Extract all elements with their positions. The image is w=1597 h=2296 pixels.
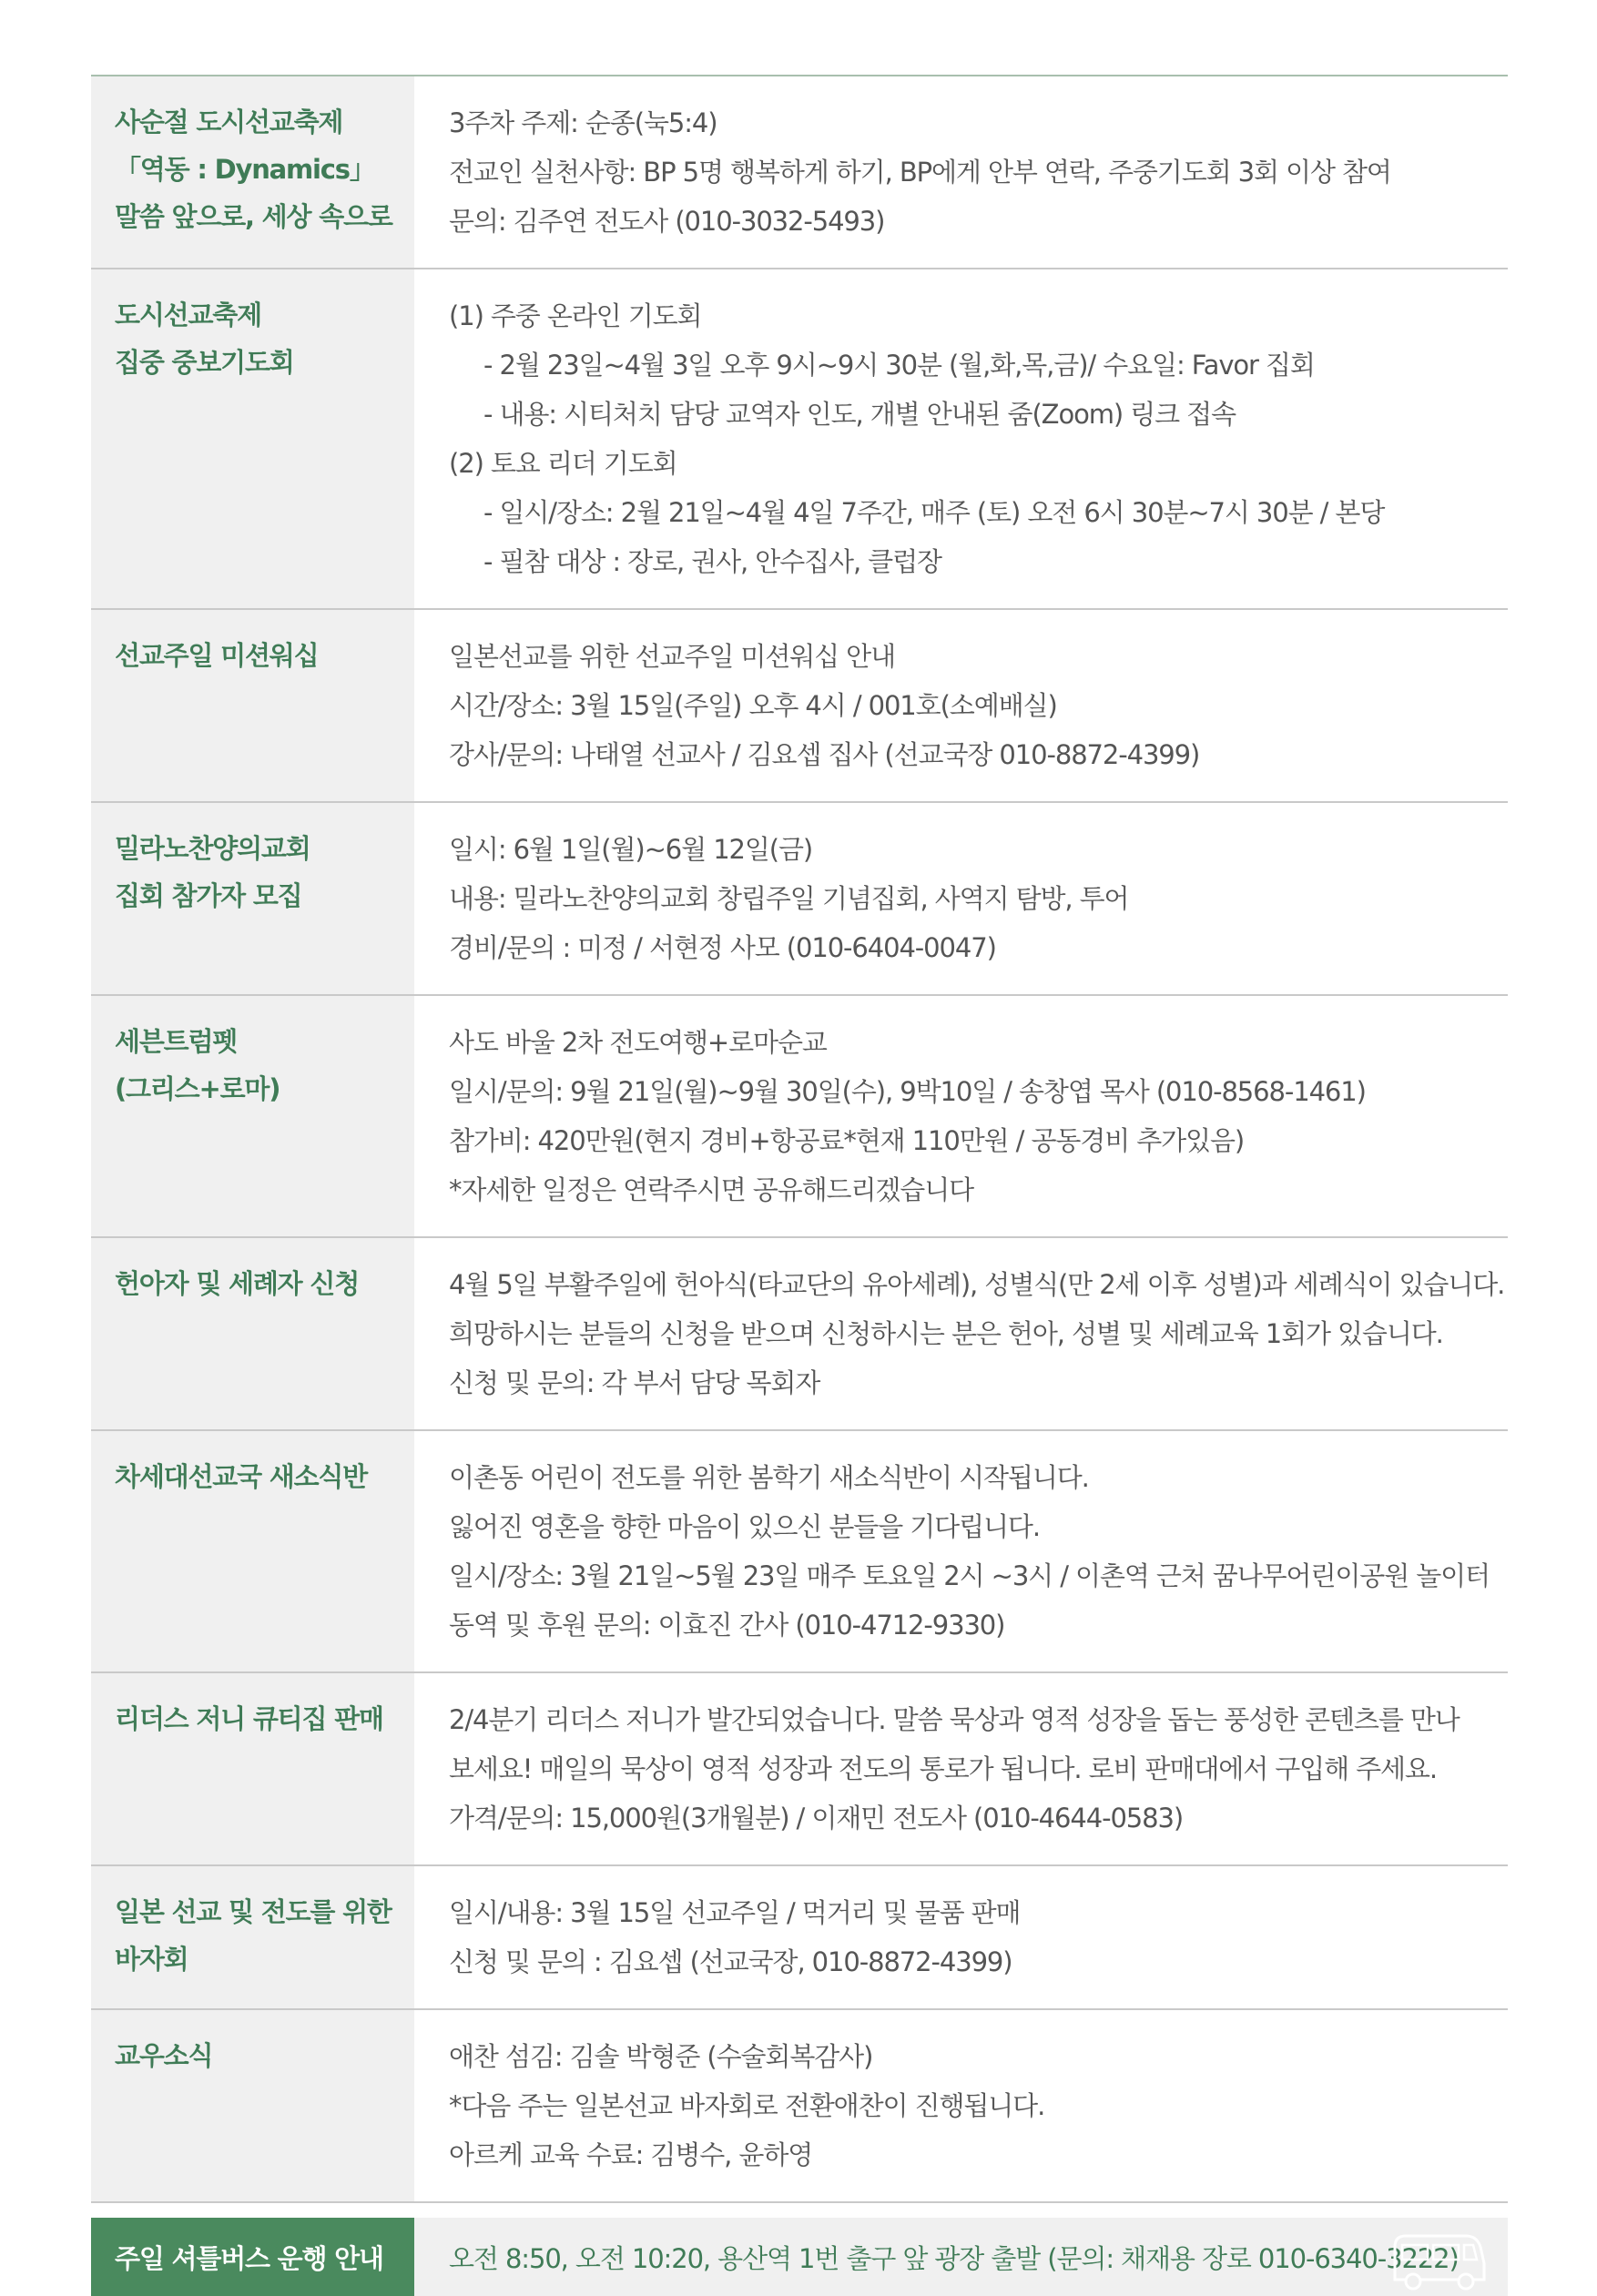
notice-title-line: 말씀 앞으로, 세상 속으로 — [115, 201, 392, 232]
notice-line: 사도 바울 2차 전도여행+로마순교 — [449, 1027, 827, 1058]
notice-line: 일시: 6월 1일(월)~6월 12일(금) — [449, 834, 813, 865]
notice-line: 전교인 실천사항: BP 5명 행복하게 하기, BP에게 안부 연락, 주중기도회 3회 이상 참여 — [449, 157, 1391, 188]
notice-title — [91, 996, 414, 1236]
notice-content — [414, 610, 1508, 801]
notice-line: 일시/장소: 3월 21일~5월 23일 매주 토요일 2시 ~3시 / 이촌역 근처 꿈나무어린이공원 놀이터 — [449, 1560, 1490, 1591]
notice-title-line: 교우소식 — [115, 2040, 213, 2071]
notice-title — [91, 1866, 414, 2008]
notice-line: 보세요! 매일의 묵상이 영적 성장과 전도의 통로가 됩니다. 로비 판매대에서 구입해 주세요. — [449, 1753, 1437, 1784]
notice-title-line: 세븐트럼펫 — [115, 1026, 238, 1057]
notice-line: 시간/장소: 3월 15일(주일) 오후 4시 / 001호(소예배실) — [449, 690, 1057, 721]
notice-content — [414, 1866, 1508, 2008]
notice-title — [91, 269, 414, 608]
notice-row — [91, 2008, 1508, 2201]
notice-line: (1) 주중 온라인 기도회 — [449, 300, 702, 331]
notice-row — [91, 801, 1508, 994]
notice-line: 일본선교를 위한 선교주일 미션워십 안내 — [449, 641, 896, 672]
notice-title — [91, 803, 414, 994]
notice-line: 3주차 주제: 순종(눅5:4) — [449, 107, 717, 138]
notice-title — [91, 1431, 414, 1671]
notice-title — [91, 2010, 414, 2201]
notice-line: 내용: 밀라노찬양의교회 창립주일 기념집회, 사역지 탐방, 투어 — [449, 883, 1129, 914]
notice-title-line: 선교주일 미션워십 — [115, 640, 319, 671]
notice-title-line: 「역동 : Dynamics」 — [115, 154, 375, 185]
notice-line: 2/4분기 리더스 저니가 발간되었습니다. 말씀 묵상과 영적 성장을 돕는 풍성한 콘텐츠를 만나 — [449, 1704, 1460, 1735]
notice-content — [414, 1431, 1508, 1671]
notice-line: *자세한 일정은 연락주시면 공유해드리겠습니다 — [449, 1174, 974, 1205]
notice-row — [91, 75, 1508, 268]
notice-line: 신청 및 문의: 각 부서 담당 목회자 — [449, 1367, 820, 1398]
notice-row — [91, 608, 1508, 801]
bus-icon — [1382, 2227, 1491, 2296]
notice-title-line: 차세대선교국 새소식반 — [115, 1461, 368, 1492]
notice-line: 문의: 김주연 전도사 (010-3032-5493) — [449, 206, 885, 237]
notice-row — [91, 1236, 1508, 1429]
notice-title — [91, 610, 414, 801]
notice-line: 동역 및 후원 문의: 이효진 간사 (010-4712-9330) — [449, 1610, 1005, 1641]
shuttle-info — [414, 2218, 1508, 2296]
notice-content — [414, 996, 1508, 1236]
notice-content — [414, 1238, 1508, 1429]
notice-line: 가격/문의: 15,000원(3개월분) / 이재민 전도사 (010-4644-0583) — [449, 1803, 1184, 1834]
notice-line: 잃어진 영혼을 향한 마음이 있으신 분들을 기다립니다. — [449, 1511, 1040, 1542]
notice-content — [414, 76, 1508, 268]
notice-row — [91, 268, 1508, 608]
notice-title — [91, 1673, 414, 1864]
notice-row — [91, 1671, 1508, 1864]
notice-line: 희망하시는 분들의 신청을 받으며 신청하시는 분은 헌아, 성별 및 세례교육 1회가 있습니다. — [449, 1318, 1443, 1349]
notice-line: (2) 토요 리더 기도회 — [449, 448, 677, 479]
notice-line: - 내용: 시티처치 담당 교역자 인도, 개별 안내된 줌(Zoom) 링크 접속 — [483, 399, 1236, 430]
notice-line: - 일시/장소: 2월 21일~4월 4일 7주간, 매주 (토) 오전 6시 30분~7시 30분 / 본당 — [483, 497, 1385, 528]
notice-line: 4월 5일 부활주일에 헌아식(타교단의 유아세례), 성별식(만 2세 이후 성별)과 세례식이 있습니다. — [449, 1269, 1505, 1300]
notice-title — [91, 1238, 414, 1429]
notice-title-line: 리더스 저니 큐티집 판매 — [115, 1703, 383, 1734]
notice-row — [91, 994, 1508, 1236]
notice-line: - 2월 23일~4월 3일 오후 9시~9시 30분 (월,화,목,금)/ 수요일: Favor 집회 — [483, 350, 1315, 381]
notice-title-line: 바자회 — [115, 1944, 188, 1975]
notice-title-line: 도시선교축제 — [115, 300, 261, 330]
notice-line: 신청 및 문의 : 김요셉 (선교국장, 010-8872-4399) — [449, 1946, 1012, 1977]
notice-line: 일시/내용: 3월 15일 선교주일 / 먹거리 및 물품 판매 — [449, 1897, 1021, 1928]
shuttle-bus-notice — [91, 2218, 1508, 2296]
notice-title — [91, 76, 414, 268]
notice-title-line: 집회 참가자 모집 — [115, 880, 302, 911]
notice-row — [91, 1864, 1508, 2008]
bottom-divider — [91, 2201, 1508, 2203]
notice-list — [91, 75, 1508, 2201]
notice-title-line: 집중 중보기도회 — [115, 347, 294, 378]
notice-title-line: 사순절 도시선교축제 — [115, 107, 343, 137]
notice-line: *다음 주는 일본선교 바자회로 전환애찬이 진행됩니다. — [449, 2090, 1045, 2121]
notice-title-line: 헌아자 및 세례자 신청 — [115, 1268, 360, 1299]
notice-content — [414, 1673, 1508, 1864]
notice-title-line: 밀라노찬양의교회 — [115, 833, 310, 864]
notice-line: 아르케 교육 수료: 김병수, 윤하영 — [449, 2139, 813, 2170]
notice-board — [91, 75, 1508, 2296]
notice-content — [414, 803, 1508, 994]
notice-content — [414, 269, 1508, 608]
notice-line: 애찬 섬김: 김솔 박형준 (수술회복감사) — [449, 2041, 873, 2072]
notice-title-line: (그리스+로마) — [115, 1073, 280, 1104]
shuttle-label: 주일 셔틀버스 운행 안내 — [91, 2218, 414, 2296]
notice-row — [91, 1429, 1508, 1671]
notice-line: 일시/문의: 9월 21일(월)~9월 30일(수), 9박10일 / 송창엽 목사 (010-8568-1461) — [449, 1076, 1366, 1107]
notice-content — [414, 2010, 1508, 2201]
notice-line: 참가비: 420만원(현지 경비+항공료*현재 110만원 / 공동경비 추가있음) — [449, 1125, 1245, 1156]
shuttle-text: 오전 8:50, 오전 10:20, 용산역 1번 출구 앞 광장 출발 (문의: 채재용 장로 010-6340-3222) — [449, 2242, 1459, 2274]
notice-title-line: 일본 선교 및 전도를 위한 — [115, 1896, 392, 1927]
notice-line: - 필참 대상 : 장로, 권사, 안수집사, 클럽장 — [483, 546, 941, 577]
notice-line: 강사/문의: 나태열 선교사 / 김요셉 집사 (선교국장 010-8872-4399) — [449, 739, 1200, 770]
notice-line: 이촌동 어린이 전도를 위한 봄학기 새소식반이 시작됩니다. — [449, 1462, 1089, 1493]
notice-line: 경비/문의 : 미정 / 서현정 사모 (010-6404-0047) — [449, 932, 996, 963]
